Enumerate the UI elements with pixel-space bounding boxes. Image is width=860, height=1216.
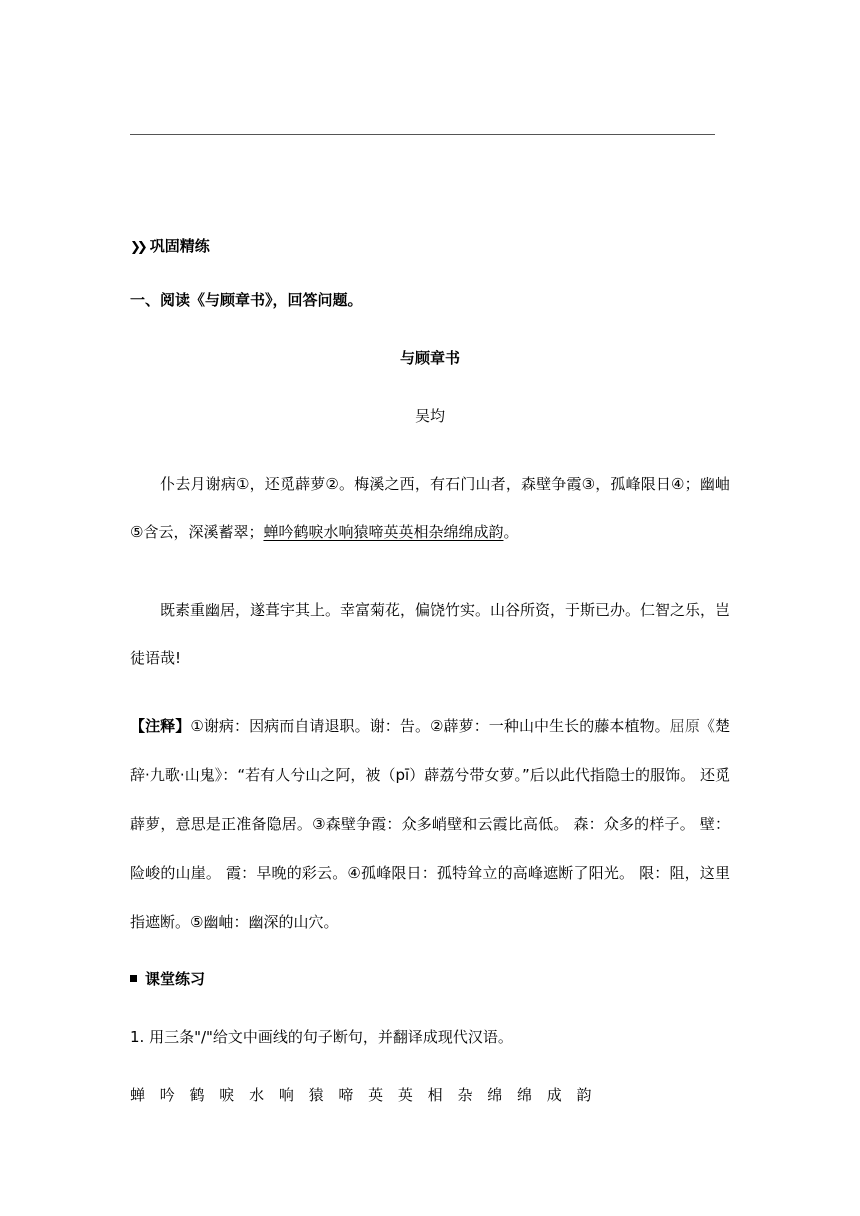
section-label: 巩固精练 (149, 237, 210, 255)
document-body (130, 232, 730, 1109)
passage-author: 吴均 (414, 407, 445, 425)
sentence-to-split: 蝉 吟 鹤 唳 水 响 猿 啼 英 英 相 杂 绵 绵 成 韵 (130, 1086, 597, 1104)
double-chevron-right-icon: ❯❯ (130, 240, 144, 255)
passage-paragraph-1 (130, 460, 730, 556)
paragraph1-text: 仆去月谢病①，还觅薜萝②。梅溪之西，有石门山者，森壁争霞③，孤峰限日④；幽岫⑤含云，深溪蓄翠； (130, 475, 730, 541)
notes-label: 【注释】 (130, 717, 191, 735)
notes-text-2: 《楚辞·九歌·山鬼》：“若有人兮山之阿，被（pī）薜荔兮带女萝。”后以此代指隐士的服饰。 还觅薜萝，意思是正准备隐居。③森壁争霞：众多峭壁和云霞比高低。 森：众多的样子。 壁：险峻的山崖。 霞：早晚的彩云。④孤峰限日：孤特耸立的高峰遮断了阳光。 限：阻，这里指遮断。⑤幽岫：幽深的山穴。 (130, 717, 730, 931)
question-1: 1. 用三条"/"给文中画线的句子断句，并翻译成现代汉语。 (130, 1028, 513, 1046)
header-rule (130, 134, 715, 135)
section-heading (130, 232, 730, 260)
question-heading: 一、阅读《与顾章书》，回答问题。 (130, 291, 363, 309)
paragraph1-end: 。 (503, 523, 519, 541)
practice-heading (130, 965, 730, 993)
square-bullet-icon (130, 975, 137, 982)
annotation-notes (130, 702, 730, 947)
passage-title: 与顾章书 (399, 349, 460, 367)
paragraph2-text: 既素重幽居，遂葺宇其上。幸富菊花，偏饶竹实。山谷所资，于斯已办。仁智之乐，岂徒语哉! (130, 601, 731, 667)
notes-author-name: 屈原 (669, 717, 700, 735)
practice-label: 课堂练习 (145, 970, 206, 988)
passage-paragraph-2 (130, 586, 730, 682)
underlined-sentence: 蝉吟鹤唳水响猿啼英英相杂绵绵成韵 (263, 523, 504, 541)
notes-text-1: ①谢病：因病而自请退职。谢：告。②薜萝：一种山中生长的藤本植物。 (190, 717, 670, 735)
